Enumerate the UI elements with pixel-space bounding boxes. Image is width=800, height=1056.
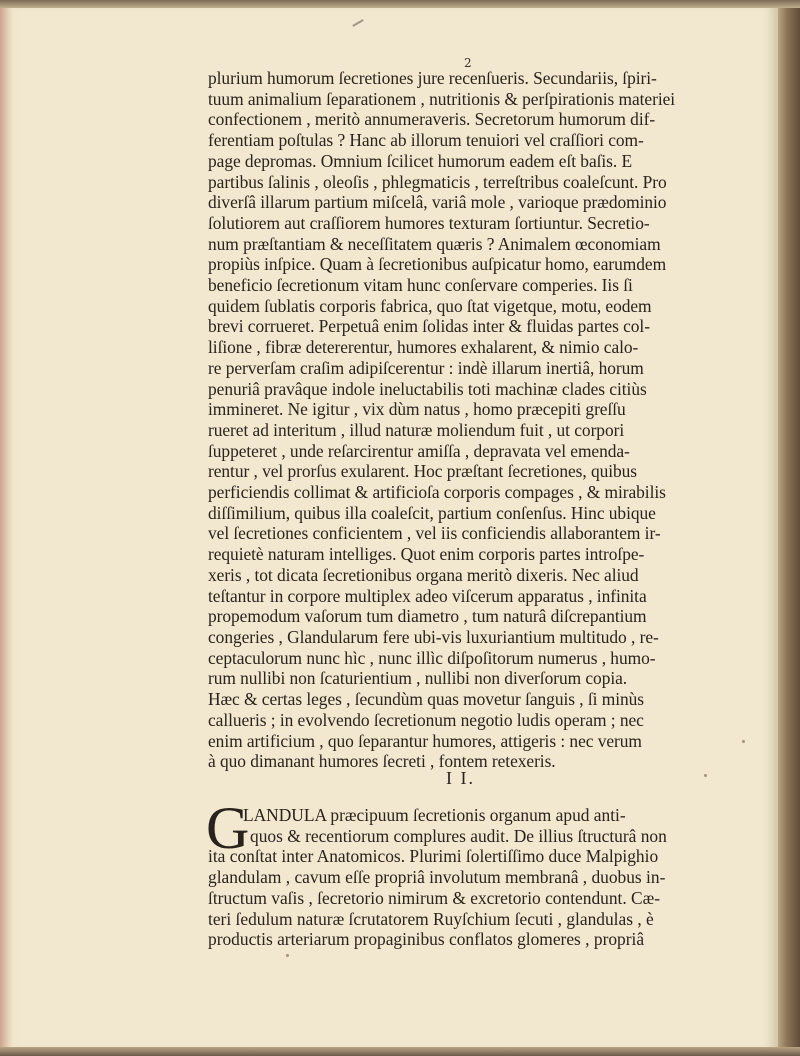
text-line: enim artificium , quo ſeparantur humores, attigeris : nec verum (208, 730, 642, 751)
text-line: ferentiam poſtulas ? Hanc ab illorum tenuiori vel craſſiori com- (208, 130, 644, 151)
ink-mark (352, 19, 363, 27)
page-number: 2 (464, 56, 472, 70)
text-line: Hæc & certas leges , ſecundùm quas movetur ſanguis , ſi minùs (208, 689, 644, 710)
text-line: perficiendis collimat & artificioſa corporis compages , & mirabilis (208, 482, 666, 503)
text-line: propiùs inſpice. Quam à ſecretionibus auſpicatur homo, earumdem (208, 254, 667, 275)
text-line: ſtructum vaſis , ſecretorio nimirum & excretorio contendunt. Cæ- (208, 887, 661, 908)
text-line: xeris , tot dicata ſecretionibus organa meritò dixeris. Nec aliud (208, 564, 639, 585)
text-line: diſſimilium, quibus illa coaleſcit, partium conſenſus. Hinc ubique (208, 502, 656, 523)
paper-speck (742, 740, 745, 743)
text-line: teri ſedulum naturæ ſcrutatorem Ruyſchium ſecuti , glandulas , è (208, 908, 654, 929)
text-line: teſtantur in corpore multiplex adeo viſcerum apparatus , infinita (208, 585, 647, 606)
paper-speck (286, 954, 289, 957)
text-line: liſione , fibræ detererentur, humores exhalarent, & nimio calo- (208, 337, 639, 358)
text-line: num præſtantiam & neceſſitatem quæris ? Animalem œconomiam (208, 233, 661, 254)
text-line: callueris ; in evolvendo ſecretionum negotio ludis operam ; nec (208, 709, 644, 730)
text-line: tuum animalium ſeparationem , nutritionis & perſpirationis materiei (208, 88, 676, 109)
paragraph-2 (208, 805, 738, 950)
text-line: rueret ad interitum , illud naturæ moliendum fuit , ut corpori (208, 419, 625, 440)
text-line: propemodum vaſorum tum diametro , tum naturâ diſcrepantium (208, 606, 647, 627)
text-line: productis arteriarum propaginibus conflatos glomeres , propriâ (208, 929, 645, 950)
text-line: page depromas. Omnium ſcilicet humorum eadem eſt baſis. E (208, 150, 633, 171)
text-line: quos & recentiorum complures audit. De illius ſtructurâ non (250, 825, 667, 846)
section-heading: I I. (446, 768, 475, 788)
text-line: vel ſecretiones conficientem , vel iis conficiendis allaborantem ir- (208, 523, 661, 544)
paper-speck (704, 774, 707, 777)
text-line: immineret. Ne igitur , vix dùm natus , homo præcepiti greſſu (208, 399, 626, 420)
text-line: glandulam , cavum eſſe propriâ involutum membranâ , duobus in- (208, 867, 666, 888)
text-line: partibus ſalinis , oleoſis , phlegmaticis , terreſtribus coaleſcunt. Pro (208, 171, 667, 192)
text-line: LANDULA præcipuum ſecretionis organum apud anti- (243, 805, 626, 825)
text-line: beneficio ſecretionum vitam hunc conſervare comperies. Iis ſi (208, 275, 633, 296)
text-line: plurium humorum ſecretiones jure recenſueris. Secundariis, ſpiri- (208, 68, 657, 88)
paragraph-1 (208, 68, 738, 772)
text-line: ceptaculorum nunc hìc , nunc illìc diſpoſitorum numerus , humo- (208, 647, 656, 668)
drop-cap-initial: G (206, 795, 250, 861)
text-line: diverſâ illarum partium miſcelâ, variâ mole , varioque prædominio (208, 192, 667, 213)
text-line: penuriâ pravâque indole ineluctabilis toti machinæ clades citiùs (208, 378, 647, 399)
page-gutter-edge (0, 0, 14, 1056)
text-line: rum nullibi non ſcaturientium , nullibi non diverſorum copia. (208, 668, 628, 689)
text-line: ita conſtat inter Anatomicos. Plurimi ſolertiſſimo duce Malpighio (208, 846, 659, 867)
text-line: quidem ſublatis corporis fabrica, quo ſtat vigetque, motu, eodem (208, 295, 652, 316)
text-line: congeries , Glandularum fere ubi-vis luxuriantium multitudo , re- (208, 626, 659, 647)
book-binding (778, 0, 800, 1056)
text-line: requietè naturam intelliges. Quot enim corporis partes introſpe- (208, 544, 645, 565)
page-bottom-edge (0, 1047, 800, 1056)
text-line: re perverſam craſim adipiſcerentur : indè illarum inertiâ, horum (208, 357, 644, 378)
text-line: ſuppeteret , unde reſarcirentur amiſſa , depravata vel emenda- (208, 440, 630, 461)
text-line: brevi corrueret. Perpetuâ enim ſolidas inter & fluidas partes col- (208, 316, 650, 337)
text-line: confectionem , meritò annumeraveris. Secretorum humorum dif- (208, 109, 656, 130)
page-top-edge (0, 0, 800, 8)
text-line: ſolutiorem aut craſſiorem humores texturam ſortiuntur. Secretio- (208, 212, 650, 233)
text-line: à quo dimanant humores ſecreti , fontem retexeris. (208, 751, 556, 772)
text-line: rentur , vel prorſus exularent. Hoc præſtant ſecretiones, quibus (208, 461, 638, 482)
